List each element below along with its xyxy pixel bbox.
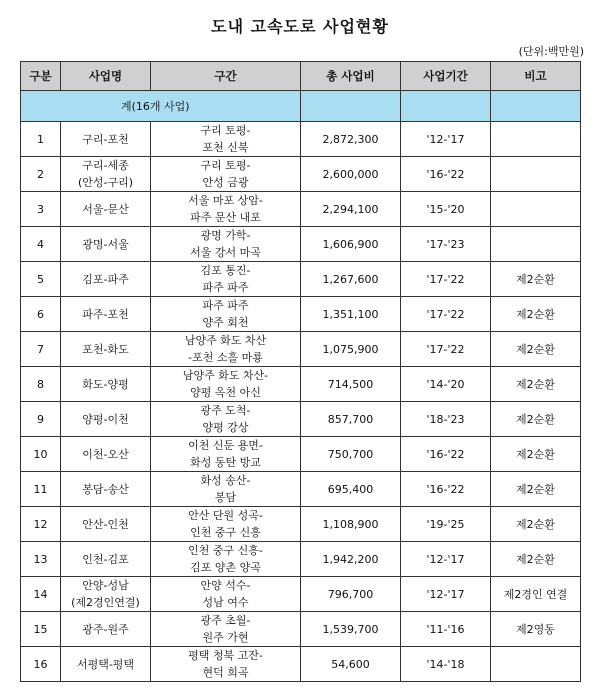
header-note: 비고 — [491, 62, 581, 91]
section-end: 성남 여수 — [202, 596, 249, 609]
row-cost: 714,500 — [301, 367, 401, 402]
table-row — [21, 542, 581, 577]
header-no: 구분 — [21, 62, 61, 91]
row-no: 10 — [21, 437, 61, 472]
row-no: 1 — [21, 122, 61, 157]
row-no: 6 — [21, 297, 61, 332]
section-start: 광주 도척- — [200, 404, 251, 417]
table-row — [21, 472, 581, 507]
section-end: 포천 신북 — [202, 141, 249, 154]
total-period — [401, 91, 491, 122]
row-no: 11 — [21, 472, 61, 507]
row-period: '16-'22 — [401, 157, 491, 192]
row-project-name — [61, 122, 151, 157]
section-start: 구리 토평- — [200, 159, 251, 172]
section-start: 평택 청북 고잔- — [188, 649, 263, 662]
page-title: 도내 고속도로 사업현황 — [211, 17, 389, 36]
row-project-name — [61, 542, 151, 577]
row-section — [151, 577, 301, 612]
header-name: 사업명 — [61, 62, 151, 91]
highway-projects-table — [20, 61, 581, 682]
row-project-name — [61, 437, 151, 472]
row-project-name — [61, 192, 151, 227]
total-label: 계(16개 사업) — [21, 91, 301, 122]
table-row — [21, 157, 581, 192]
row-section — [151, 122, 301, 157]
row-section — [151, 262, 301, 297]
row-project-name — [61, 647, 151, 682]
header-row — [21, 62, 581, 91]
row-cost: 796,700 — [301, 577, 401, 612]
row-period: '14-'18 — [401, 647, 491, 682]
table-row — [21, 577, 581, 612]
row-note — [491, 647, 581, 682]
section-start: 화성 송산- — [200, 474, 251, 487]
project-name-line: 구리-포천 — [82, 132, 129, 146]
row-project-name — [61, 612, 151, 647]
row-project-name — [61, 227, 151, 262]
row-cost: 54,600 — [301, 647, 401, 682]
project-name-line: 포천-화도 — [82, 342, 129, 356]
row-section — [151, 612, 301, 647]
row-period: '17-'22 — [401, 332, 491, 367]
header-section: 구간 — [151, 62, 301, 91]
row-section — [151, 297, 301, 332]
section-end: 안성 금광 — [202, 176, 249, 189]
section-start: 이천 신둔 용면- — [188, 439, 263, 452]
row-note — [491, 192, 581, 227]
section-end: 인천 중구 신흥 — [190, 526, 261, 539]
section-start: 파주 파주 — [202, 299, 249, 312]
row-note: 제2순환 — [491, 332, 581, 367]
row-no: 4 — [21, 227, 61, 262]
row-note: 제2순환 — [491, 367, 581, 402]
project-name-sub: (안성-구리) — [77, 176, 134, 189]
section-start: 인천 중구 신흥- — [188, 544, 263, 557]
project-name-line: 서평택-평택 — [76, 657, 135, 671]
row-note: 제2순환 — [491, 297, 581, 332]
row-period: '19-'25 — [401, 507, 491, 542]
row-cost: 695,400 — [301, 472, 401, 507]
row-period: '17-'22 — [401, 297, 491, 332]
row-period: '16-'22 — [401, 472, 491, 507]
section-end: 서울 강서 마곡 — [190, 246, 261, 259]
row-project-name — [61, 402, 151, 437]
project-name-line: 인천-김포 — [82, 552, 129, 566]
row-note — [491, 157, 581, 192]
row-section — [151, 227, 301, 262]
row-project-name — [61, 332, 151, 367]
project-name-line: 봉담-송산 — [82, 482, 129, 496]
row-note: 제2순환 — [491, 402, 581, 437]
row-note: 제2순환 — [491, 472, 581, 507]
row-period: '12-'17 — [401, 577, 491, 612]
row-period: '15-'20 — [401, 192, 491, 227]
row-project-name — [61, 577, 151, 612]
section-start: 남양주 화도 차산- — [182, 369, 269, 382]
project-name-line: 김포-파주 — [82, 272, 129, 286]
unit-label: (단위:백만원) — [518, 45, 584, 58]
row-no: 5 — [21, 262, 61, 297]
row-no: 3 — [21, 192, 61, 227]
row-no: 9 — [21, 402, 61, 437]
row-note: 제2영동 — [491, 612, 581, 647]
row-note: 제2순환 — [491, 507, 581, 542]
table-row — [21, 437, 581, 472]
section-start: 광명 가학- — [200, 229, 251, 242]
project-name-line: 화도-양평 — [82, 377, 129, 391]
row-project-name — [61, 472, 151, 507]
header-cost: 총 사업비 — [301, 62, 401, 91]
row-period: '11-'16 — [401, 612, 491, 647]
section-end: 원주 가현 — [202, 631, 249, 644]
row-project-name — [61, 507, 151, 542]
project-name-line: 광주-원주 — [82, 622, 129, 636]
row-section — [151, 437, 301, 472]
row-section — [151, 542, 301, 577]
table-row — [21, 262, 581, 297]
row-cost: 750,700 — [301, 437, 401, 472]
row-note: 제2순환 — [491, 437, 581, 472]
row-period: '17-'23 — [401, 227, 491, 262]
section-start: 김포 통진- — [200, 264, 251, 277]
project-name-line: 서울-문산 — [82, 202, 129, 216]
section-end: 파주 파주 — [202, 281, 249, 294]
section-end: 김포 양촌 양곡 — [190, 561, 261, 574]
project-name-line: 광명-서울 — [82, 237, 129, 251]
row-section — [151, 647, 301, 682]
row-project-name — [61, 157, 151, 192]
row-section — [151, 507, 301, 542]
section-end: 양평 강상 — [202, 421, 249, 434]
project-name-line: 안산-인천 — [82, 517, 129, 531]
row-cost: 857,700 — [301, 402, 401, 437]
row-section — [151, 402, 301, 437]
row-project-name — [61, 262, 151, 297]
section-start: 서울 마포 상암- — [188, 194, 263, 207]
row-cost: 1,108,900 — [301, 507, 401, 542]
row-note: 제2순환 — [491, 262, 581, 297]
row-no: 7 — [21, 332, 61, 367]
section-end: -포천 소흘 마룡 — [188, 351, 263, 364]
row-period: '18-'23 — [401, 402, 491, 437]
row-cost: 2,600,000 — [301, 157, 401, 192]
row-period: '12-'17 — [401, 122, 491, 157]
row-section — [151, 157, 301, 192]
row-period: '17-'22 — [401, 262, 491, 297]
row-cost: 1,539,700 — [301, 612, 401, 647]
section-start: 구리 토평- — [200, 124, 251, 137]
row-no: 13 — [21, 542, 61, 577]
row-no: 16 — [21, 647, 61, 682]
total-cost — [301, 91, 401, 122]
table-row — [21, 297, 581, 332]
row-cost: 2,872,300 — [301, 122, 401, 157]
row-section — [151, 332, 301, 367]
section-end: 파주 문산 내포 — [190, 211, 261, 224]
row-project-name — [61, 367, 151, 402]
table-row — [21, 647, 581, 682]
row-period: '16-'22 — [401, 437, 491, 472]
section-end: 화성 동탄 방교 — [190, 456, 261, 469]
section-start: 남양주 화도 차산 — [184, 334, 267, 347]
row-no: 8 — [21, 367, 61, 402]
row-no: 12 — [21, 507, 61, 542]
table-row — [21, 227, 581, 262]
table-row — [21, 507, 581, 542]
section-end: 봉담 — [214, 491, 237, 504]
section-start: 안양 석수- — [200, 579, 251, 592]
project-name-sub: (제2경인연결) — [71, 596, 140, 609]
total-note — [491, 91, 581, 122]
section-end: 현덕 희곡 — [202, 666, 249, 679]
row-no: 2 — [21, 157, 61, 192]
table-row — [21, 192, 581, 227]
row-cost: 1,267,600 — [301, 262, 401, 297]
table-row — [21, 612, 581, 647]
total-row — [21, 91, 581, 122]
header-period: 사업기간 — [401, 62, 491, 91]
section-end: 양평 옥천 아신 — [190, 386, 261, 399]
row-cost: 2,294,100 — [301, 192, 401, 227]
row-cost: 1,351,100 — [301, 297, 401, 332]
table-row — [21, 367, 581, 402]
row-no: 14 — [21, 577, 61, 612]
project-name-line: 안양-성남 — [82, 579, 129, 592]
section-start: 안산 단원 성곡- — [188, 509, 263, 522]
row-section — [151, 472, 301, 507]
row-note: 제2순환 — [491, 542, 581, 577]
row-period: '12-'17 — [401, 542, 491, 577]
project-name-line: 양평-이천 — [82, 412, 129, 426]
table-row — [21, 402, 581, 437]
table-row — [21, 122, 581, 157]
row-project-name — [61, 297, 151, 332]
project-name-line: 이천-오산 — [82, 447, 129, 461]
table-row — [21, 332, 581, 367]
row-cost: 1,606,900 — [301, 227, 401, 262]
section-start: 광주 초월- — [200, 614, 251, 627]
row-note — [491, 122, 581, 157]
row-note: 제2경인 연결 — [491, 577, 581, 612]
project-name-line: 파주-포천 — [82, 307, 129, 321]
row-section — [151, 192, 301, 227]
row-no: 15 — [21, 612, 61, 647]
section-end: 양주 회천 — [202, 316, 249, 329]
row-period: '14-'20 — [401, 367, 491, 402]
row-cost: 1,075,900 — [301, 332, 401, 367]
row-note — [491, 227, 581, 262]
row-section — [151, 367, 301, 402]
row-cost: 1,942,200 — [301, 542, 401, 577]
project-name-line: 구리-세종 — [82, 159, 129, 172]
